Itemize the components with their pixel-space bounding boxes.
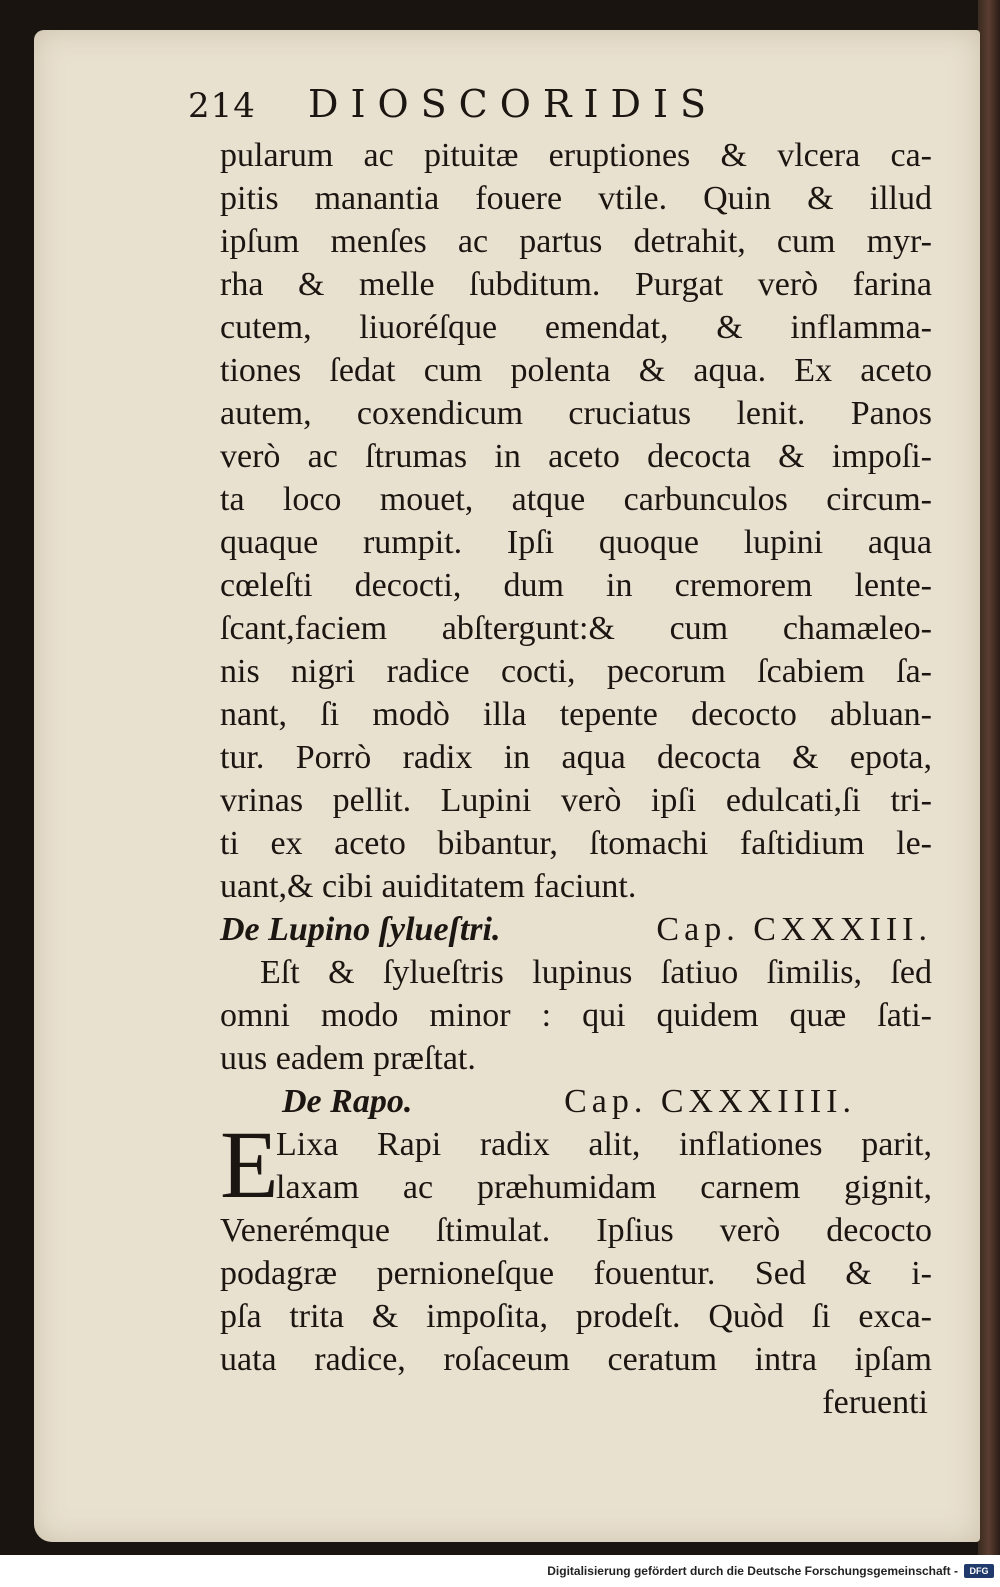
text-line: nant, ſi modò illa tepente decocto abluan- [220, 696, 932, 733]
text-line: laxam ac præhumidam carnem gignit, [276, 1169, 932, 1206]
text-line: omni modo minor : qui quidem quæ ſati- [220, 997, 932, 1034]
dropcap-paragraph [220, 1111, 932, 1218]
text-line: quaque rumpit. Ipſi quoque lupini aqua [220, 524, 932, 561]
text-line: autem, coxendicum cruciatus lenit. Panos [220, 395, 932, 432]
page-header [188, 82, 808, 132]
text-line: podagræ pernioneſque fouentur. Sed & i- [220, 1255, 932, 1292]
text-line: ti ex aceto bibantur, ſtomachi faſtidium le- [220, 825, 932, 862]
chapter-number: Cap. CXXXIIII. [564, 1083, 856, 1120]
chapter-heading-133 [220, 908, 932, 951]
chapter-number: Cap. CXXXIII. [656, 911, 932, 948]
text-line: Venerémque ſtimulat. Ipſius verò decocto [220, 1212, 932, 1249]
text-line: verò ac ſtrumas in aceto decocta & impoſi- [220, 438, 932, 475]
text-line: ipſum menſes ac partus detrahit, cum myr- [220, 223, 932, 260]
text-line: pitis manantia fouere vtile. Quin & illud [220, 180, 932, 217]
text-line: tur. Porrò radix in aqua decocta & epota, [220, 739, 932, 776]
funding-credit: Digitalisierung gefördert durch die Deutsche Forschungsgemeinschaft - [547, 1564, 958, 1578]
page-number: 214 [188, 86, 256, 126]
chapter-title: De Lupino ſylueſtri. [220, 911, 501, 948]
text-line: ſcant,faciem abſtergunt:& cum chamæleo- [220, 610, 932, 647]
text-line: vrinas pellit. Lupini verò ipſi edulcati,ſi tri- [220, 782, 932, 819]
text-line: tiones ſedat cum polenta & aqua. Ex aceto [220, 352, 932, 389]
chapter-heading-134 [220, 1080, 932, 1123]
digitization-footer [0, 1555, 1000, 1587]
text-line: nis nigri radice cocti, pecorum ſcabiem ſa- [220, 653, 932, 690]
body-text [220, 134, 932, 1424]
text-line: Eſt & ſylueſtris lupinus ſatiuo ſimilis, ſed [260, 954, 932, 991]
text-line: cœleſti decocti, dum in cremorem lente- [220, 567, 932, 604]
text-line: Lixa Rapi radix alit, inflationes parit, [276, 1126, 932, 1163]
text-line: cutem, liuoréſque emendat, & inflamma- [220, 309, 932, 346]
dfg-logo: DFG [964, 1564, 994, 1578]
text-line: ta loco mouet, atque carbunculos circum- [220, 481, 932, 518]
catchword: feruenti [822, 1384, 928, 1421]
running-title: DIOSCORIDIS [308, 82, 719, 126]
text-line: pſa trita & impoſita, prodeſt. Quòd ſi exca- [220, 1298, 932, 1335]
dropcap-letter: E [220, 1111, 279, 1218]
text-line: uant,& cibi auiditatem faciunt. [220, 868, 637, 905]
text-line: rha & melle ſubditum. Purgat verò farina [220, 266, 932, 303]
book-spine [978, 0, 1000, 1555]
text-line: pularum ac pituitæ eruptiones & vlcera ca- [220, 137, 932, 174]
chapter-title: De Rapo. [282, 1083, 413, 1120]
text-line: uus eadem præſtat. [220, 1040, 476, 1077]
text-line: uata radice, roſaceum ceratum intra ipſam [220, 1341, 932, 1378]
